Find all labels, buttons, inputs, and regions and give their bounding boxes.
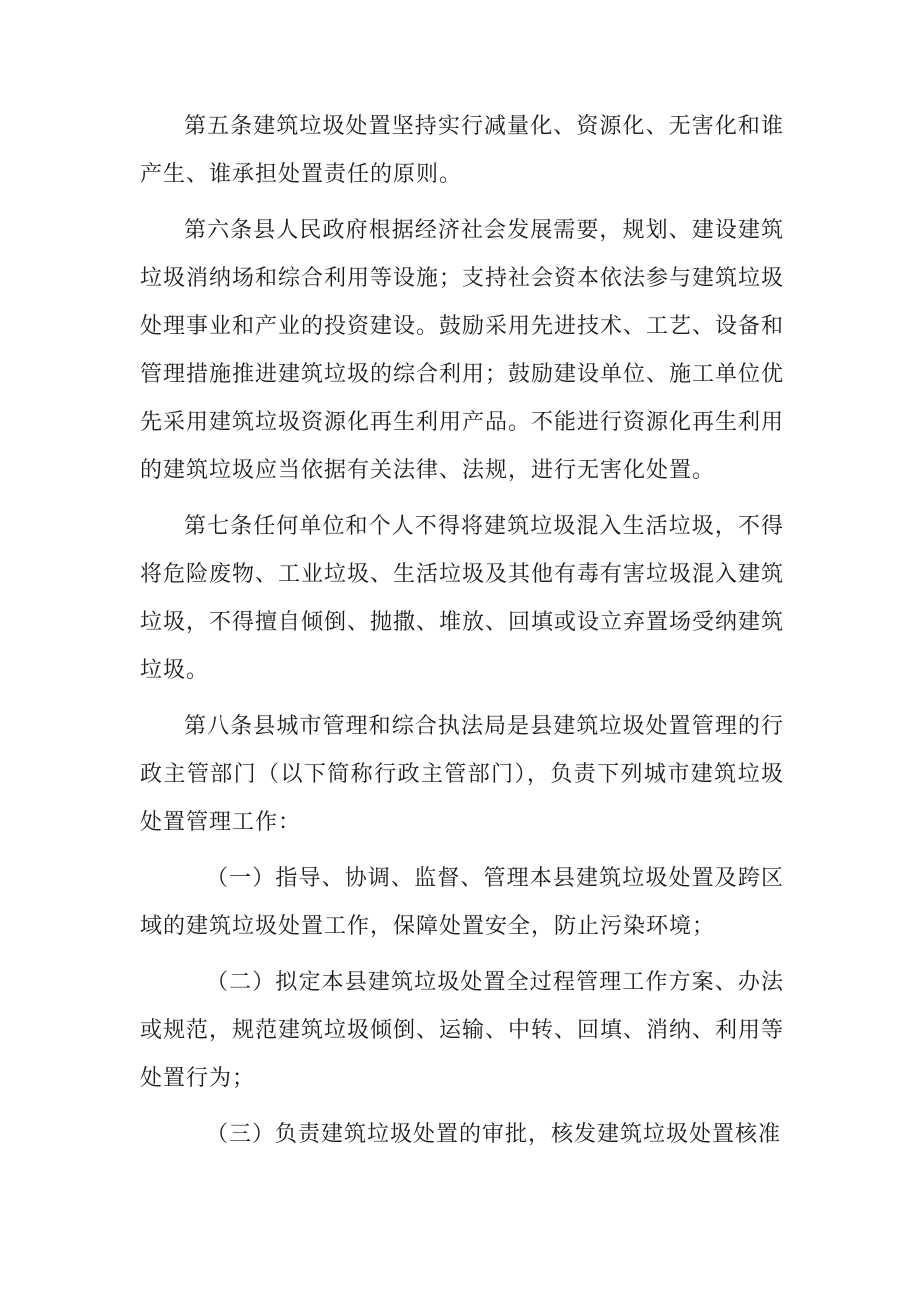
paragraph-item-3: （三）负责建筑垃圾处置的审批，核发建筑垃圾处置核准 [206, 1122, 782, 1147]
paragraph-article-8: 第八条县城市管理和综合执法局是县建筑垃圾处置管理的行政主管部门（以下简称行政主管部门），负责下列城市建筑垃圾处置管理工作： [140, 714, 784, 835]
document-body [140, 103, 784, 1167]
paragraph-article-5: 第五条建筑垃圾处置坚持实行减量化、资源化、无害化和谁产生、谁承担处置责任的原则。 [140, 114, 784, 187]
paragraph-article-7: 第七条任何单位和个人不得将建筑垃圾混入生活垃圾，不得将危险废物、工业垃圾、生活垃圾及其他有毒有害垃圾混入建筑垃圾，不得擅自倾倒、抛撒、堆放、回填或设立弃置场受纳建筑垃圾。 [140, 514, 785, 683]
paragraph-item-1: （一）指导、协调、监督、管理本县建筑垃圾处置及跨区域的建筑垃圾处置工作，保障处置安全，防止污染环境； [140, 866, 784, 939]
paragraph-item-2: （二）拟定本县建筑垃圾处置全过程管理工作方案、办法或规范，规范建筑垃圾倾倒、运输、中转、回填、消纳、利用等处置行为； [140, 970, 785, 1091]
paragraph-article-6: 第六条县人民政府根据经济社会发展需要，规划、建设建筑垃圾消纳场和综合利用等设施；支持社会资本依法参与建筑垃圾处理事业和产业的投资建设。鼓励采用先进技术、工艺、设备和管理措施推进建筑垃圾的综合利用；鼓励建设单位、施工单位优先采用建筑垃圾资源化再生利用产品。不能进行资源化再生利用的建筑垃圾应当依据有关法律、法规，进行无害化处置。 [140, 218, 785, 483]
